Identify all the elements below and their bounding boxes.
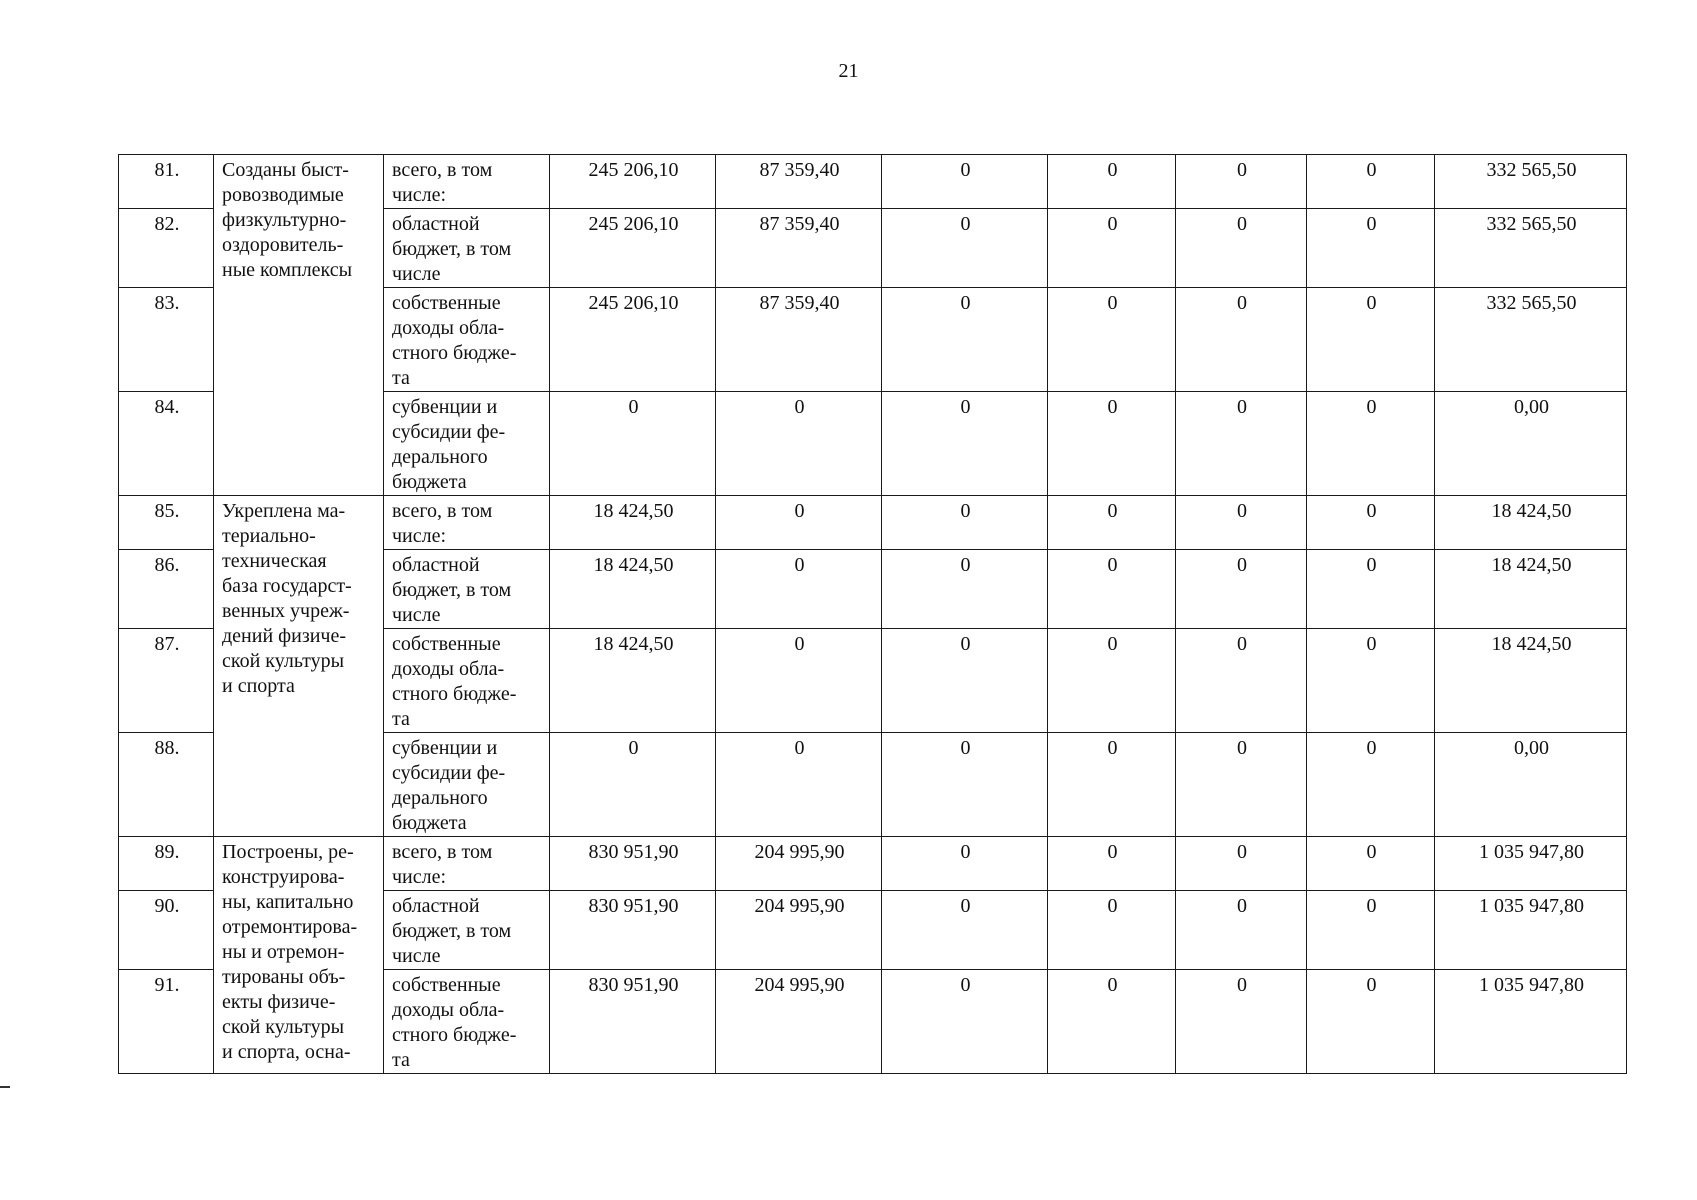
- row-number: 85.: [119, 496, 214, 550]
- amount-cell: 0: [1176, 891, 1307, 970]
- amount-cell: 0: [1307, 629, 1435, 733]
- row-number: 89.: [119, 837, 214, 891]
- amount-cell: 0: [1048, 392, 1176, 496]
- total-cell: 18 424,50: [1435, 629, 1627, 733]
- amount-cell: 0: [716, 392, 882, 496]
- amount-cell: 87 359,40: [716, 209, 882, 288]
- funding-source-cell: всего, в том числе:: [384, 496, 550, 550]
- funding-source-cell: областной бюджет, в том числе: [384, 550, 550, 629]
- amount-cell: 0: [716, 733, 882, 837]
- amount-cell: 830 951,90: [550, 837, 716, 891]
- amount-cell: 0: [1307, 837, 1435, 891]
- amount-cell: 830 951,90: [550, 970, 716, 1074]
- amount-cell: 0: [716, 550, 882, 629]
- row-number: 88.: [119, 733, 214, 837]
- amount-cell: 0: [550, 392, 716, 496]
- funding-source-cell: собственные доходы обла- стного бюдже- та: [384, 288, 550, 392]
- funding-source-cell: областной бюджет, в том числе: [384, 209, 550, 288]
- amount-cell: 0: [1048, 733, 1176, 837]
- row-number: 81.: [119, 155, 214, 209]
- amount-cell: 0: [1176, 837, 1307, 891]
- amount-cell: 0: [882, 629, 1048, 733]
- total-cell: 0,00: [1435, 392, 1627, 496]
- amount-cell: 0: [1048, 970, 1176, 1074]
- total-cell: 0,00: [1435, 733, 1627, 837]
- amount-cell: 0: [716, 629, 882, 733]
- amount-cell: 0: [1048, 209, 1176, 288]
- amount-cell: 0: [1307, 392, 1435, 496]
- activity-cell: Созданы быст- ровозводимые физкультурно- оздоровитель- ные комплексы: [214, 155, 384, 496]
- amount-cell: 0: [882, 209, 1048, 288]
- row-number: 83.: [119, 288, 214, 392]
- amount-cell: 830 951,90: [550, 891, 716, 970]
- amount-cell: 87 359,40: [716, 155, 882, 209]
- amount-cell: 0: [1176, 209, 1307, 288]
- amount-cell: 0: [550, 733, 716, 837]
- amount-cell: 87 359,40: [716, 288, 882, 392]
- amount-cell: 245 206,10: [550, 155, 716, 209]
- amount-cell: 0: [1176, 496, 1307, 550]
- amount-cell: 0: [716, 496, 882, 550]
- amount-cell: 0: [1176, 733, 1307, 837]
- amount-cell: 0: [882, 496, 1048, 550]
- amount-cell: 204 995,90: [716, 891, 882, 970]
- amount-cell: 0: [1307, 550, 1435, 629]
- amount-cell: 0: [882, 392, 1048, 496]
- amount-cell: 0: [1048, 550, 1176, 629]
- row-number: 91.: [119, 970, 214, 1074]
- total-cell: 1 035 947,80: [1435, 891, 1627, 970]
- budget-table: [118, 154, 1627, 1074]
- total-cell: 332 565,50: [1435, 209, 1627, 288]
- row-number: 90.: [119, 891, 214, 970]
- amount-cell: 0: [882, 837, 1048, 891]
- amount-cell: 0: [1048, 629, 1176, 733]
- table-row: [119, 496, 1627, 550]
- amount-cell: 0: [1307, 970, 1435, 1074]
- amount-cell: 0: [1176, 970, 1307, 1074]
- amount-cell: 0: [1307, 733, 1435, 837]
- amount-cell: 0: [882, 733, 1048, 837]
- amount-cell: 18 424,50: [550, 629, 716, 733]
- total-cell: 18 424,50: [1435, 550, 1627, 629]
- funding-source-cell: всего, в том числе:: [384, 155, 550, 209]
- amount-cell: 0: [1048, 837, 1176, 891]
- funding-source-cell: областной бюджет, в том числе: [384, 891, 550, 970]
- funding-source-cell: субвенции и субсидии фе- дерального бюджета: [384, 392, 550, 496]
- amount-cell: 0: [1048, 155, 1176, 209]
- table-row: [119, 155, 1627, 209]
- amount-cell: 0: [1176, 629, 1307, 733]
- amount-cell: 0: [1048, 496, 1176, 550]
- amount-cell: 0: [1176, 550, 1307, 629]
- amount-cell: 0: [1048, 288, 1176, 392]
- total-cell: 1 035 947,80: [1435, 837, 1627, 891]
- amount-cell: 0: [1176, 288, 1307, 392]
- amount-cell: 0: [1307, 891, 1435, 970]
- amount-cell: 0: [1048, 891, 1176, 970]
- amount-cell: 18 424,50: [550, 496, 716, 550]
- amount-cell: 0: [882, 550, 1048, 629]
- row-number: 82.: [119, 209, 214, 288]
- amount-cell: 0: [1176, 155, 1307, 209]
- funding-source-cell: субвенции и субсидии фе- дерального бюджета: [384, 733, 550, 837]
- amount-cell: 0: [1307, 155, 1435, 209]
- activity-cell: Построены, ре- конструирова- ны, капитально отремонтирова- ны и отремон- тированы объ- екты физиче- ской культуры и спорта, осна-: [214, 837, 384, 1074]
- total-cell: 332 565,50: [1435, 155, 1627, 209]
- amount-cell: 0: [882, 155, 1048, 209]
- amount-cell: 0: [882, 970, 1048, 1074]
- amount-cell: 0: [1307, 288, 1435, 392]
- funding-source-cell: собственные доходы обла- стного бюдже- та: [384, 629, 550, 733]
- amount-cell: 204 995,90: [716, 837, 882, 891]
- table-row: [119, 837, 1627, 891]
- scan-mark: [0, 1086, 10, 1088]
- row-number: 84.: [119, 392, 214, 496]
- total-cell: 1 035 947,80: [1435, 970, 1627, 1074]
- amount-cell: 0: [1176, 392, 1307, 496]
- page-number: 21: [838, 60, 859, 82]
- amount-cell: 245 206,10: [550, 209, 716, 288]
- amount-cell: 0: [1307, 496, 1435, 550]
- amount-cell: 0: [882, 288, 1048, 392]
- funding-source-cell: всего, в том числе:: [384, 837, 550, 891]
- funding-source-cell: собственные доходы обла- стного бюдже- та: [384, 970, 550, 1074]
- amount-cell: 245 206,10: [550, 288, 716, 392]
- activity-cell: Укреплена ма- териально- техническая база государст- венных учреж- дений физиче- ской культуры и спорта: [214, 496, 384, 837]
- total-cell: 332 565,50: [1435, 288, 1627, 392]
- amount-cell: 0: [882, 891, 1048, 970]
- total-cell: 18 424,50: [1435, 496, 1627, 550]
- amount-cell: 204 995,90: [716, 970, 882, 1074]
- amount-cell: 0: [1307, 209, 1435, 288]
- row-number: 86.: [119, 550, 214, 629]
- amount-cell: 18 424,50: [550, 550, 716, 629]
- row-number: 87.: [119, 629, 214, 733]
